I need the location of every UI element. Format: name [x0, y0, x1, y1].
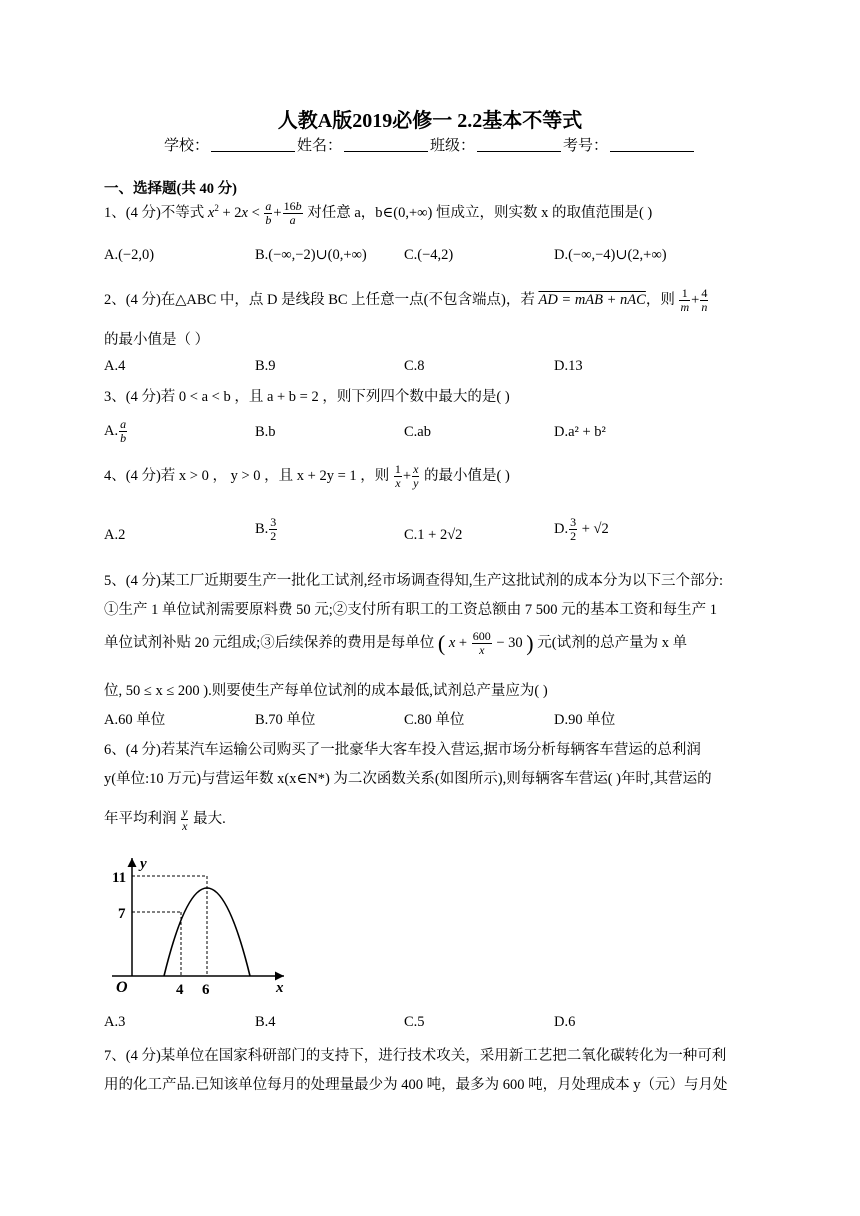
q6-line3b: 最大. [193, 810, 226, 827]
q6-line3a: 年平均利润 [104, 810, 177, 827]
q4-frac-3-2: $\frac{3}{2}$ [270, 515, 277, 543]
q2-option-c[interactable]: C.8 [404, 358, 425, 374]
exam-no-blank[interactable] [610, 137, 694, 152]
q5-line2: ①生产 1 单位试剂需要原料费 50 元;②支付所有职工的工资总额由 7 500 元的基本工资和每生产 1 [104, 602, 718, 618]
exam-no-label: 考号： [563, 138, 609, 154]
y-axis-label: y [140, 856, 147, 872]
q6-option-b[interactable]: B.4 [255, 1014, 276, 1030]
q5-option-a[interactable]: A.60 单位 [104, 712, 166, 728]
q1-pre: 1、(4 分)不等式 [104, 204, 205, 221]
q1-option-b[interactable]: B.(−∞,−2)∪(0,+∞) [255, 247, 367, 263]
q5-line3b: 元(试剂的总产量为 x 单 [537, 634, 688, 651]
q3-option-c[interactable]: C.ab [404, 424, 431, 440]
class-blank[interactable] [477, 137, 561, 152]
q1-stem: 1、(4 分)不等式 $x^2 + 2x$ < $\frac{a}{b}$ + $\frac{16b}{a}$ 对任意 a，b∈(0,+∞) 恒成立，则实数 x 的取值范围是( ) [104, 199, 653, 227]
q4-stem: 4、(4 分)若 x > 0 ， y > 0 ，且 x + 2y = 1 ，则 $\frac{1}{x}$ + $\frac{x}{y}$ 的最小值是( ) [104, 462, 510, 490]
q6-option-d[interactable]: D.6 [554, 1014, 576, 1030]
q1-frac-16b-a: $\frac{16b}{a}$ [283, 199, 302, 227]
q1-mid: 对任意 a，b∈(0,+∞) [307, 204, 433, 221]
q7-line2: 用的化工产品.已知该单位每月的处理量最少为 400 吨，最多为 600 吨，月处理成本 y（元）与月处 [104, 1077, 728, 1093]
q1-option-c[interactable]: C.(−4,2) [404, 247, 454, 263]
x-axis-label: x [276, 980, 284, 996]
q2-frac-1-m: $\frac{1}{m}$ [680, 286, 690, 314]
q5-option-c[interactable]: C.80 单位 [404, 712, 465, 728]
q6-line3 [104, 806, 226, 833]
q3-option-b[interactable]: B.b [255, 424, 276, 440]
q4-option-b[interactable] [255, 516, 278, 543]
q3-frac-a-b: $\frac{a}{b}$ [120, 417, 127, 445]
q4-option-d-label: D. [554, 520, 569, 537]
q3-option-a[interactable] [104, 418, 128, 445]
q5-frac-600-x: $\frac{600}{x}$ [472, 629, 491, 657]
q5-option-d[interactable]: D.90 单位 [554, 712, 616, 728]
q5-line3: 单位试剂补贴 20 元组成;③后续保养的费用是每单位 ( x + $\frac{600}{x}$ − 30 ) 元(试剂的总产量为 x 单 [104, 629, 688, 657]
q4-option-a[interactable]: A.2 [104, 527, 126, 543]
q2-line2: 的最小值是（ ） [104, 332, 210, 348]
q2-line1a: 2、(4 分)在△ABC 中，点 D 是线段 BC 上任意一点(不包含端点)，若 [104, 291, 535, 308]
q6-line1: 6、(4 分)若某汽车运输公司购买了一批豪华大客车投入营运,据市场分析每辆客车营运的总利润 [104, 742, 701, 758]
q4-option-c[interactable]: C.1 + 2√2 [404, 527, 463, 543]
q4-frac-x-y: $\frac{x}{y}$ [413, 462, 419, 490]
q1-option-a[interactable]: A.(−2,0) [104, 247, 155, 263]
y-tick-7: 7 [118, 906, 126, 922]
q1-post: 恒成立，则实数 x 的取值范围是( ) [435, 204, 653, 221]
q7-line1: 7、(4 分)某单位在国家科研部门的支持下，进行技术攻关，采用新工艺把二氧化碳转化为一种可利 [104, 1048, 727, 1064]
q2-option-b[interactable]: B.9 [255, 358, 276, 374]
q3-stem: 3、(4 分)若 0 < a < b ，且 a + b = 2 ，则下列四个数中最大的是( ) [104, 389, 510, 405]
name-blank[interactable] [344, 137, 428, 152]
q4-option-b-label: B. [255, 520, 269, 537]
class-label: 班级： [430, 138, 476, 154]
x-tick-4: 4 [176, 982, 184, 998]
q2-vector-eq: AD = mAB + nAC [538, 291, 646, 308]
origin-label: O [116, 979, 128, 996]
q4-frac-3-2-d: $\frac{3}{2}$ [570, 515, 577, 543]
student-info-line [0, 134, 860, 155]
x-tick-6: 6 [202, 982, 210, 998]
q4-post: 的最小值是( ) [424, 467, 510, 484]
q1-frac-a-b: $\frac{a}{b}$ [265, 199, 272, 227]
q2-option-d[interactable]: D.13 [554, 358, 583, 374]
q5-line1: 5、(4 分)某工厂近期要生产一批化工试剂,经市场调查得知,生产这批试剂的成本分为以下三个部分: [104, 573, 724, 589]
q6-frac-y-x: $\frac{y}{x}$ [182, 805, 188, 833]
name-label: 姓名： [296, 138, 342, 154]
q2-option-a[interactable]: A.4 [104, 358, 126, 374]
q1-option-d[interactable]: D.(−∞,−4)∪(2,+∞) [554, 247, 667, 263]
q6-option-a[interactable]: A.3 [104, 1014, 126, 1030]
q3-option-d[interactable]: D.a² + b² [554, 424, 606, 440]
q5-line3a: 单位试剂补贴 20 元组成;③后续保养的费用是每单位 [104, 634, 435, 651]
q4-pre: 4、(4 分)若 x > 0 ， y > 0 ，且 x + 2y = 1 ，则 [104, 467, 390, 484]
q2-frac-4-n: $\frac{4}{n}$ [701, 286, 708, 314]
q6-line2: y(单位:10 万元)与营运年数 x(x∈N*) 为二次函数关系(如图所示),则每辆客车营运( )年时,其营运的 [104, 771, 712, 787]
q4-frac-1-x: $\frac{1}{x}$ [394, 462, 401, 490]
q5-line4: 位, 50 ≤ x ≤ 200 ).则要使生产每单位试剂的成本最低,试剂总产量应为( ) [104, 683, 548, 699]
q6-option-c[interactable]: C.5 [404, 1014, 425, 1030]
q3-option-a-label: A. [104, 422, 119, 439]
y-tick-11: 11 [112, 870, 127, 886]
page-title: 人教A版2019必修一 2.2基本不等式 [277, 110, 583, 132]
school-label: 学校： [163, 138, 209, 154]
q2-stem: 2、(4 分)在△ABC 中，点 D 是线段 BC 上任意一点(不包含端点)，若 AD = mAB + nAC，则 $\frac{1}{m}$ + $\frac{4}{n}$ [104, 286, 708, 314]
q2-line1b: ，则 [645, 291, 675, 308]
q5-option-b[interactable]: B.70 单位 [255, 712, 316, 728]
q4-option-d[interactable]: D. $\frac{3}{2}$ + √2 [554, 515, 609, 543]
section-heading: 一、选择题(共 40 分) [104, 181, 237, 197]
school-blank[interactable] [211, 137, 295, 152]
q6-graph [104, 852, 294, 1002]
